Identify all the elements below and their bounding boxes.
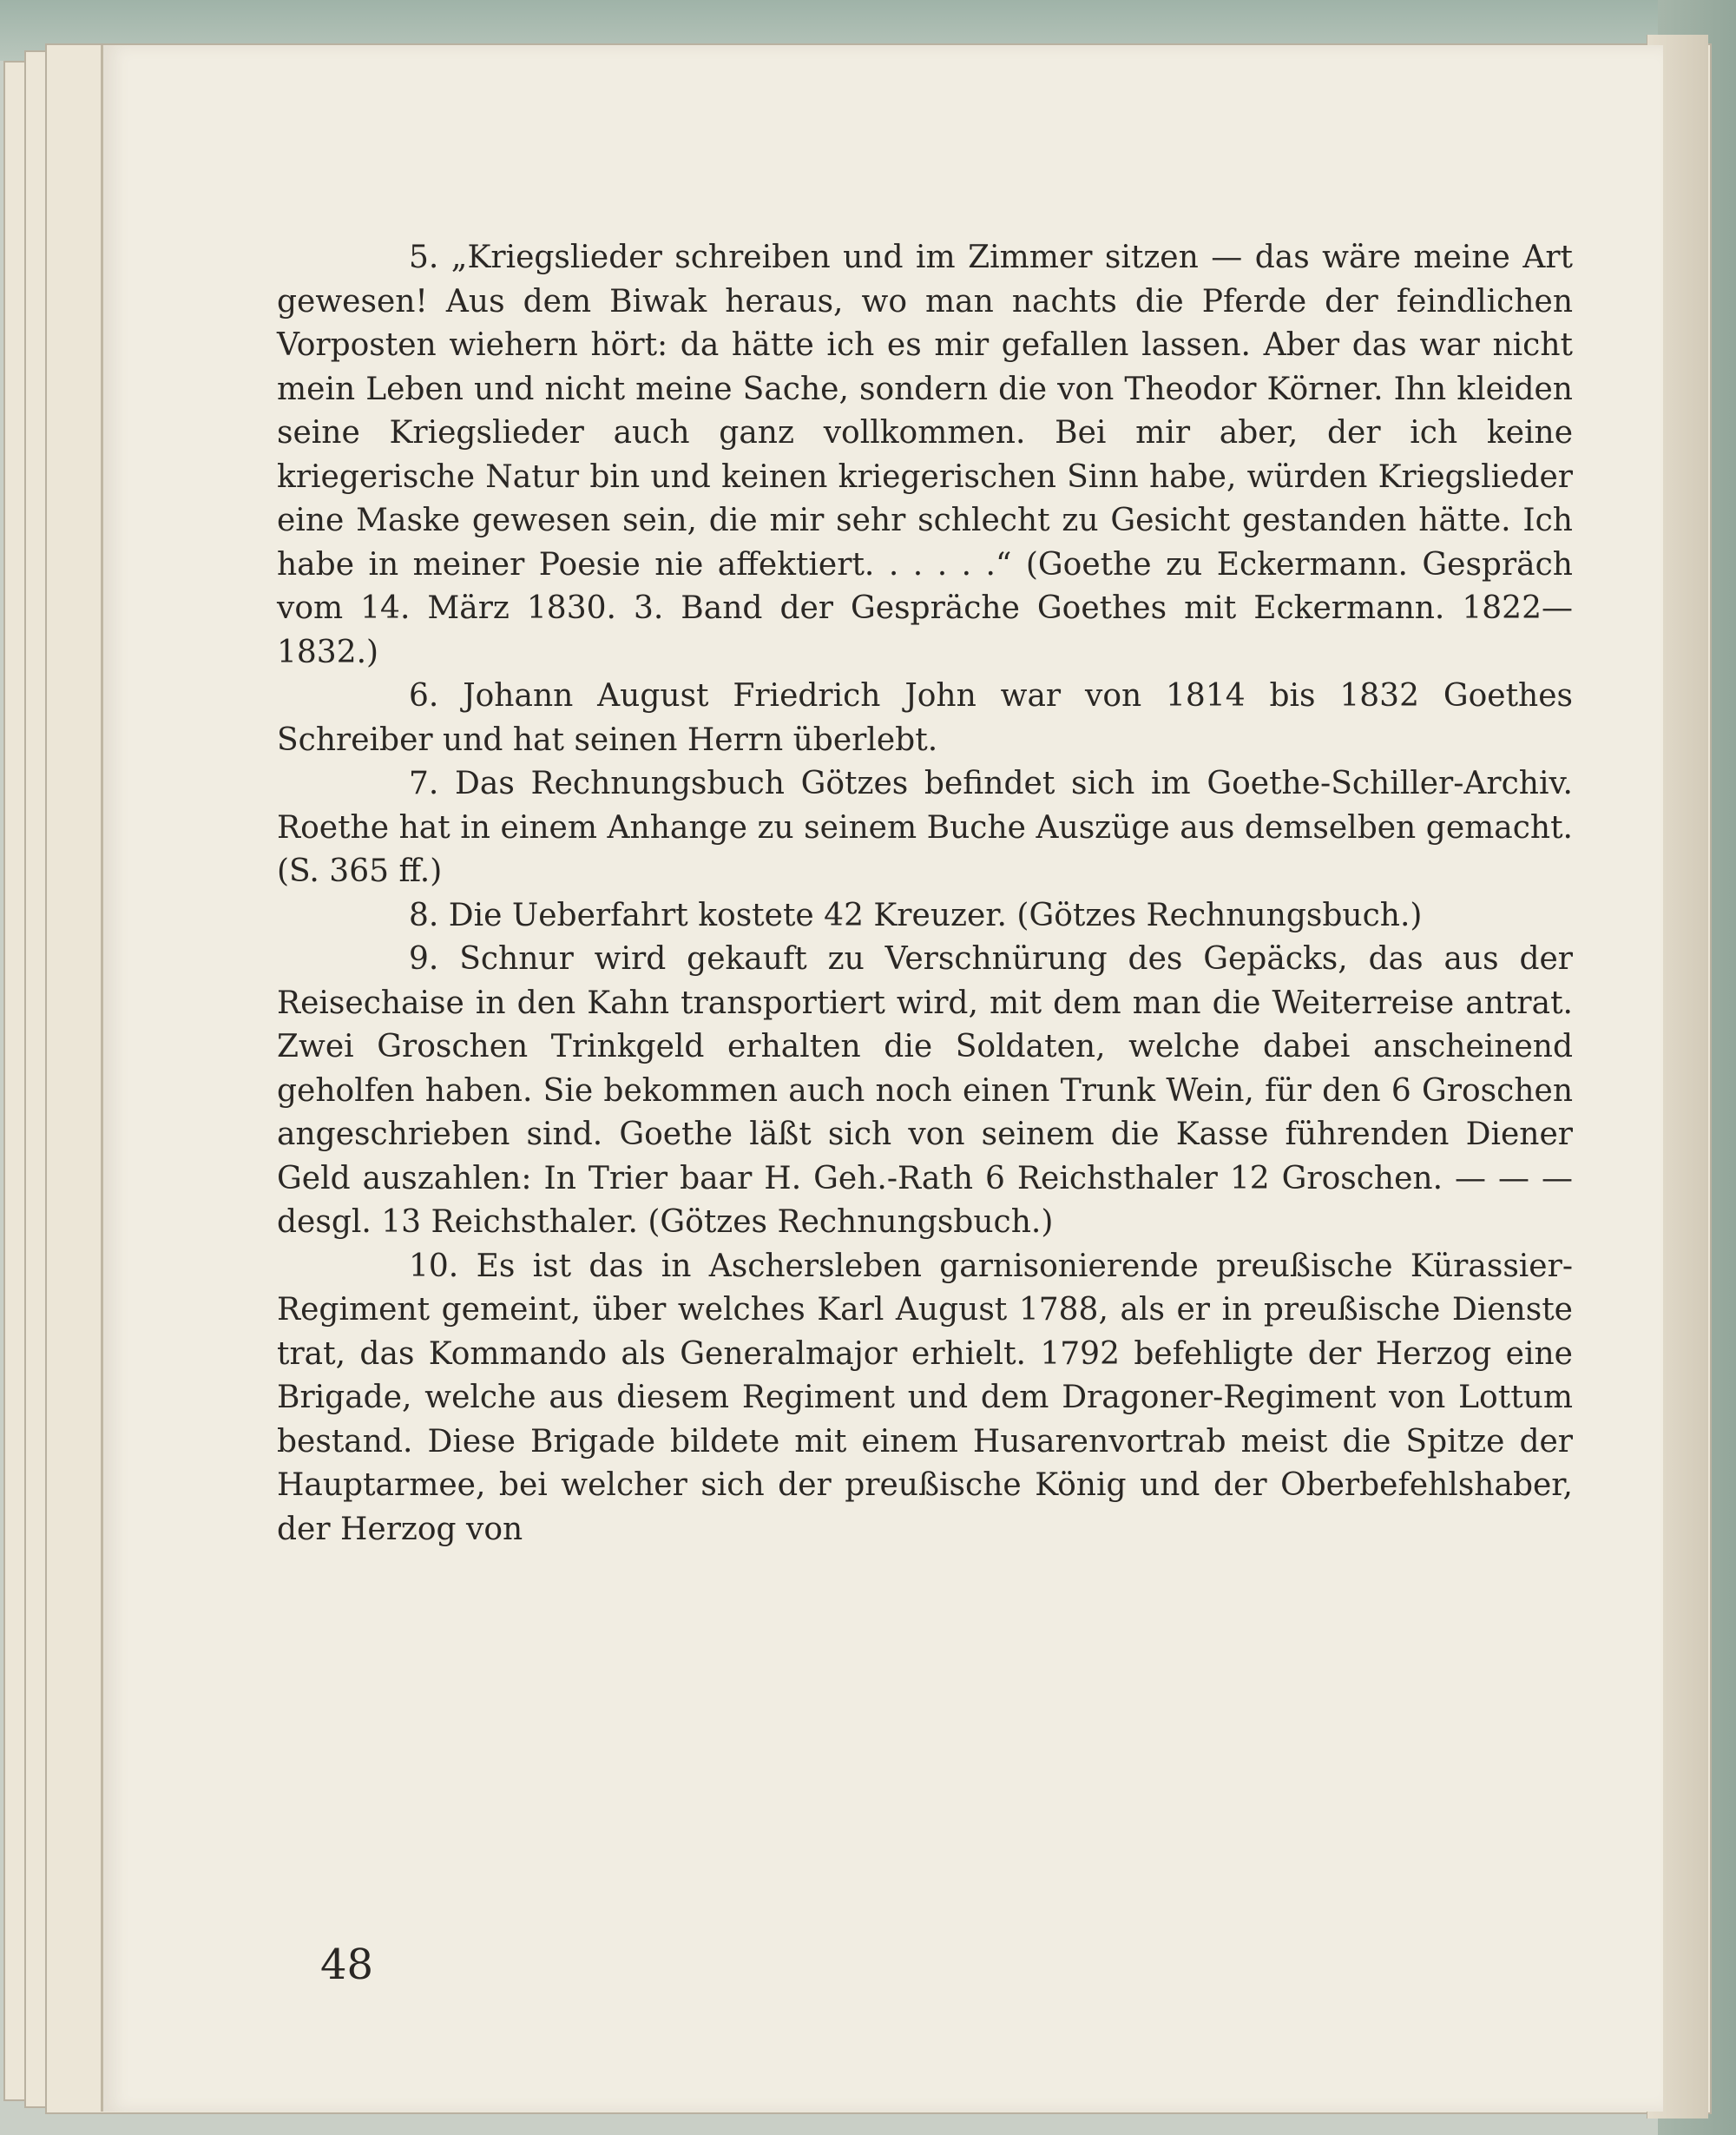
note-9: 9. Schnur wird gekauft zu Verschnürung des Gepäcks, das aus der Reisechaise in den Kahn transportiert wird, mit dem man die Weiterreise antrat. Zwei Groschen Trinkgeld erhalten die Soldaten, welche dabei anscheinend geholfen haben. Sie bekommen auch noch einen Trunk Wein, für den 6 Groschen angeschrieben sind. Goethe läßt sich von seinem die Kasse führenden Diener Geld auszahlen: In Trier baar H. Geh.-Rath 6 Reichsthaler 12 Groschen. — — — desgl. 13 Reichsthaler. (Götzes Rechnungsbuch.)	[277, 941, 1573, 1240]
note-7: 7. Das Rechnungsbuch Götzes befindet sich im Goethe-Schiller-Archiv. Roethe hat in einem Anhange zu seinem Buche Auszüge aus demselben gemacht. (S. 365 ff.)	[277, 766, 1573, 889]
note-10: 10. Es ist das in Aschersleben garnisonierende preußische Kürassier-Regiment gemeint, über welches Karl August 1788, als er in preußische Dienste trat, das Kommando als Generalmajor erhielt. 1792 befehligte der Herzog eine Brigade, welche aus diesem Regiment und dem Dragoner-Regiment von Lottum bestand. Diese Brigade bildete mit einem Husarenvortrab meist die Spitze der Hauptarmee, bei welcher sich der preußische König und der Oberbefehlshaber, der Herzog von	[277, 1248, 1573, 1547]
book-page	[101, 45, 1663, 2112]
note-6: 6. Johann August Friedrich John war von 1814 bis 1832 Goethes Schreiber und hat seinen Herrn überlebt.	[277, 678, 1573, 758]
notes-text	[277, 236, 1573, 1552]
note-5: 5. „Kriegslieder schreiben und im Zimmer sitzen — das wäre meine Art gewesen! Aus dem Biwak heraus, wo man nachts die Pferde der feindlichen Vorposten wiehern hört: da hätte ich es mir gefallen lassen. Aber das war nicht mein Leben und nicht meine Sache, sondern die von Theodor Körner. Ihn kleiden seine Kriegslieder auch ganz vollkommen. Bei mir aber, der ich keine kriegerische Natur bin und keinen kriegerischen Sinn habe, würden Kriegslieder eine Maske gewesen sein, die mir sehr schlecht zu Gesicht gestanden hätte. Ich habe in meiner Poesie nie affektiert. . . . . .“ (Goethe zu Eckermann. Gespräch vom 14. März 1830. 3. Band der Gespräche Goethes mit Eckermann. 1822—1832.)	[277, 240, 1573, 670]
note-8: 8. Die Ueberfahrt kostete 42 Kreuzer. (Götzes Rechnungsbuch.)	[409, 897, 1423, 933]
page-number: 48	[320, 1941, 374, 1989]
